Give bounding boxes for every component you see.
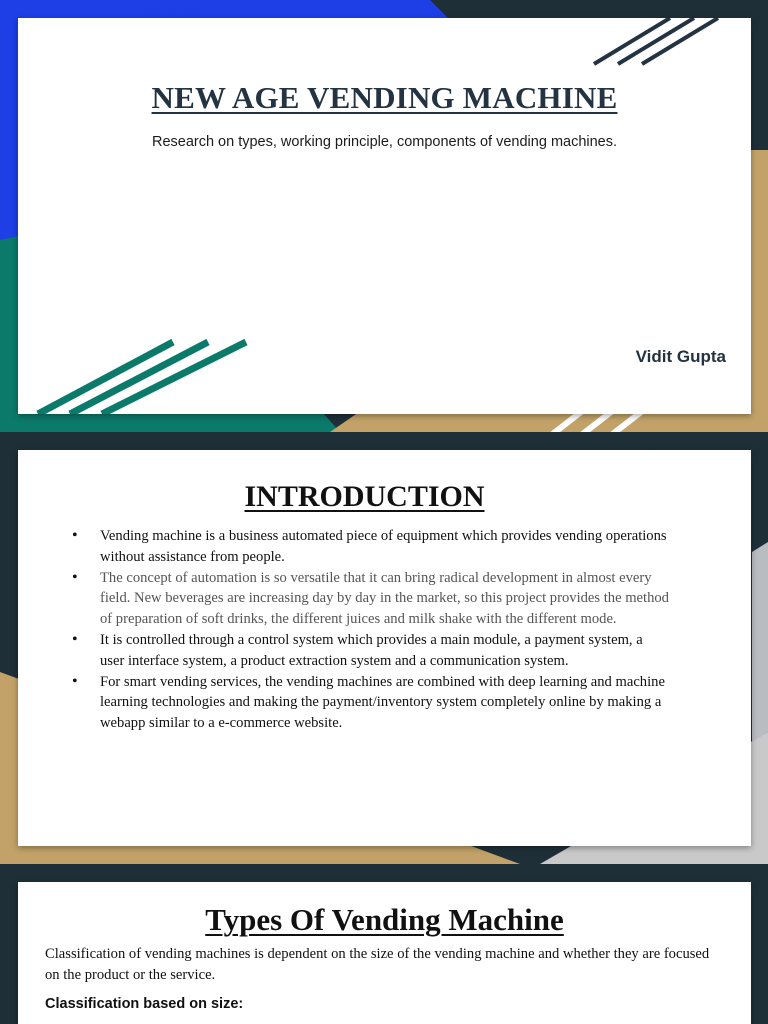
introduction-slide — [0, 432, 768, 864]
section-title: Types Of Vending Machine — [205, 902, 564, 937]
author-name: Vidit Gupta — [635, 347, 726, 366]
types-slide — [0, 864, 768, 1024]
title-slide — [0, 0, 768, 432]
list-item: • It is controlled through a control system which provides a main module, a payment system, a user interface system, a product extraction system and a communication system. — [70, 630, 670, 672]
list-item: • Vending machine is a business automated piece of equipment which provides vending operations without assistance from people. — [70, 526, 670, 568]
intro-bullet-list — [70, 526, 670, 734]
title-card — [18, 18, 751, 414]
types-card — [18, 882, 751, 1024]
section-title: INTRODUCTION — [244, 480, 485, 513]
subtitle: Research on types, working principle, components of vending machines. — [151, 134, 618, 150]
list-item: • For smart vending services, the vending machines are combined with deep learning and machine learning technologies and making the payment/inventory system completely online by making a webapp similar to a e-commerce website. — [70, 672, 670, 734]
list-item: • The concept of automation is so versatile that it can bring radical development in almost every field. New beverages are increasing day by day in the market, so this project provides the method of preparation of soft drinks, the different juices and milk shake with the different mode. — [70, 568, 670, 630]
page-title: NEW AGE VENDING MACHINE — [151, 80, 618, 115]
introduction-card — [18, 450, 751, 846]
classification-paragraph: Classification of vending machines is dependent on the size of the vending machine and whether they are focused on the product or the service. — [45, 946, 710, 983]
classification-heading: Classification based on size: — [45, 996, 244, 1012]
